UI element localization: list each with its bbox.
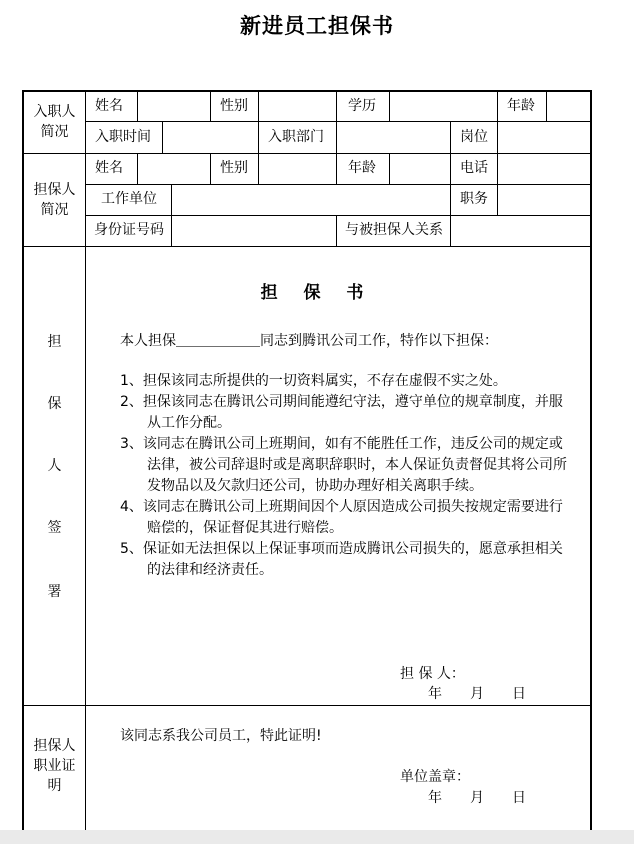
guarantor-label-line2: 简况: [40, 202, 69, 218]
work-unit-value[interactable]: [172, 185, 450, 215]
cell-divider: [336, 215, 337, 246]
new-hire-age-value[interactable]: [547, 91, 590, 121]
cell-divider: [336, 153, 337, 184]
row-divider: [22, 246, 592, 247]
cell-divider: [336, 90, 337, 121]
entry-dept-value[interactable]: [337, 122, 450, 153]
entry-time-label: 入职时间: [95, 129, 151, 145]
row-divider: [22, 705, 592, 706]
seal-date-month: 月: [470, 790, 484, 806]
cell-divider: [210, 153, 211, 184]
new-hire-gender-value[interactable]: [259, 91, 336, 121]
new-hire-label-line1: 入职人: [33, 104, 76, 120]
cell-divider: [497, 90, 498, 121]
letter-item-3-cont: 发物品以及欠款归还公司，协助办理好相关离职手续。: [147, 478, 483, 494]
guarantor-gender-value[interactable]: [259, 154, 336, 184]
guarantor-name-value[interactable]: [138, 154, 210, 184]
letter-intro: 本人担保＿＿＿＿＿＿同志到腾讯公司工作，特作以下担保：: [120, 333, 498, 349]
page-title: 新进员工担保书: [240, 13, 394, 38]
table-right-border: [590, 90, 592, 830]
new-hire-label-line2: 简况: [40, 124, 69, 140]
employment-statement: 该同志系我公司员工，特此证明!: [120, 728, 322, 744]
position-label: 岗位: [460, 129, 488, 145]
cell-divider: [258, 121, 259, 153]
letter-item-5: 5、保证如无法担保以上保证事项而造成腾讯公司损失的，愿意承担相关: [120, 541, 563, 557]
new-hire-section-label: [24, 102, 85, 142]
label-column-divider: [85, 90, 86, 830]
guarantor-sign-label: 担 保 人：: [400, 666, 465, 682]
guarantor-label-line1: 担保人: [33, 182, 76, 198]
relation-value[interactable]: [451, 216, 590, 246]
guarantor-phone-value[interactable]: [498, 154, 590, 184]
cell-divider: [450, 153, 451, 184]
sign-date-day: 日: [512, 686, 526, 702]
viewer-bottom-bar: [0, 830, 634, 844]
employment-label-line: 职业证: [33, 758, 76, 774]
letter-item-1: 1、担保该同志所提供的一切资料属实，不存在虚假不实之处。: [120, 373, 507, 389]
seal-date-day: 日: [512, 790, 526, 806]
sign-label-char: 人: [47, 458, 62, 474]
sign-label-char: 担: [47, 334, 62, 350]
unit-seal-label: 单位盖章：: [400, 769, 470, 785]
guarantor-gender-label: 性别: [220, 160, 248, 176]
letter-item-4-cont: 赔偿的，保证督促其进行赔偿。: [147, 520, 343, 536]
new-hire-education-label: 学历: [348, 98, 376, 114]
sign-date-year: 年: [428, 686, 442, 702]
letter-item-4: 4、该同志在腾讯公司上班期间因个人原因造成公司损失按规定需要进行: [120, 499, 563, 515]
letter-title: 担 保 书: [260, 283, 374, 303]
duty-label: 职务: [460, 191, 488, 207]
new-hire-education-value[interactable]: [390, 91, 497, 121]
entry-dept-label: 入职部门: [268, 129, 324, 145]
employment-label-line: 明: [47, 778, 62, 794]
sign-date-month: 月: [470, 686, 484, 702]
relation-label: 与被担保人关系: [345, 222, 443, 238]
cell-divider: [450, 121, 451, 153]
duty-value[interactable]: [498, 185, 590, 215]
guarantor-signature-section-label: [24, 247, 85, 705]
letter-item-2-cont: 从工作分配。: [147, 415, 231, 431]
work-unit-label: 工作单位: [101, 191, 157, 207]
position-value[interactable]: [498, 122, 590, 153]
letter-item-3: 3、该同志在腾讯公司上班期间，如有不能胜任工作，违反公司的规定或: [120, 436, 563, 452]
guarantor-name-label: 姓名: [95, 160, 123, 176]
id-number-label: 身份证号码: [94, 222, 164, 238]
employment-label-line: 担保人: [33, 738, 76, 754]
employment-certification-label: [24, 736, 85, 796]
entry-time-value[interactable]: [163, 122, 258, 153]
id-number-value[interactable]: [172, 216, 336, 246]
letter-item-3-cont: 法律，被公司辞退时或是离职辞职时，本人保证负责督促其将公司所: [147, 457, 567, 473]
cell-divider: [450, 184, 451, 215]
sign-label-char: 签: [47, 520, 62, 536]
cell-divider: [210, 90, 211, 121]
letter-item-5-cont: 的法律和经济责任。: [147, 562, 273, 578]
letter-item-2: 2、担保该同志在腾讯公司期间能遵纪守法，遵守单位的规章制度，并服: [120, 394, 563, 410]
guarantor-age-label: 年龄: [348, 160, 376, 176]
seal-date-year: 年: [428, 790, 442, 806]
sign-label-char: 署: [47, 584, 62, 600]
new-hire-name-label: 姓名: [95, 98, 123, 114]
guarantor-section-label: [24, 180, 85, 220]
guarantor-phone-label: 电话: [460, 160, 488, 176]
new-hire-age-label: 年龄: [507, 98, 535, 114]
sign-label-char: 保: [47, 396, 62, 412]
new-hire-name-value[interactable]: [138, 91, 210, 121]
new-hire-gender-label: 性别: [220, 98, 248, 114]
guarantor-age-value[interactable]: [390, 154, 450, 184]
